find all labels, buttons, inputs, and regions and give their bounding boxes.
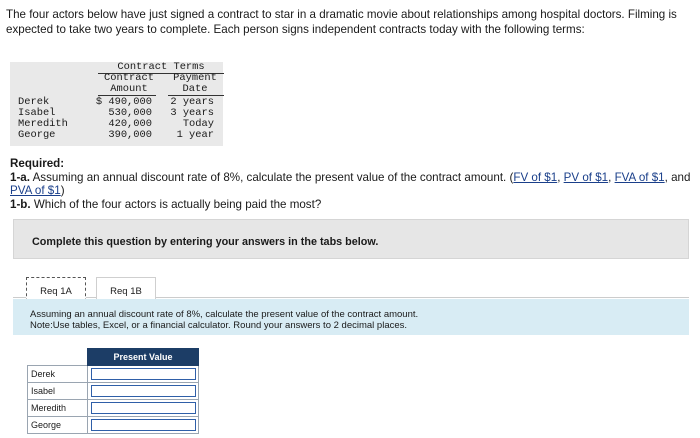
contract-terms-title: Contract Terms xyxy=(117,61,205,73)
table-row xyxy=(28,366,199,383)
present-value-table xyxy=(27,348,199,434)
actor-names: Derek Isabel Meredith George xyxy=(18,96,68,141)
corner-cell xyxy=(28,349,88,366)
col-header-amount: Contract Amount xyxy=(104,72,154,95)
instruction-box xyxy=(13,219,689,259)
link-fva[interactable]: FVA of $1 xyxy=(614,170,665,184)
table-row xyxy=(28,383,199,400)
q1a-label: 1-a. xyxy=(10,170,30,184)
question-box xyxy=(13,299,689,335)
link-pva[interactable]: PVA of $1 xyxy=(10,184,61,197)
q1b-text: Which of the four actors is actually being paid the most? xyxy=(30,197,322,211)
contract-amounts: $ 490,000 530,000 420,000 390,000 xyxy=(95,96,152,141)
tab-req-1a[interactable]: Req 1A xyxy=(26,277,86,307)
col-header-date: Payment Date xyxy=(173,72,217,95)
tab-req-1b[interactable]: Req 1B xyxy=(96,277,156,307)
row-label-george: George xyxy=(28,417,88,434)
row-label-meredith: Meredith xyxy=(28,400,88,417)
row-label-isabel: Isabel xyxy=(28,383,88,400)
link-pv[interactable]: PV of $1 xyxy=(563,170,609,184)
instruction-text: Complete this question by entering your answers in the tabs below. xyxy=(32,236,379,248)
pv-input-meredith[interactable] xyxy=(91,402,196,414)
payment-dates: 2 years 3 years Today 1 year xyxy=(170,96,214,141)
required-heading: Required: xyxy=(10,157,65,170)
link-fv[interactable]: FV of $1 xyxy=(513,170,558,184)
row-label-derek: Derek xyxy=(28,366,88,383)
pv-input-isabel[interactable] xyxy=(91,385,196,397)
q1a-text: Assuming an annual discount rate of 8%, calculate the present value of the contract amount. xyxy=(29,170,510,184)
present-value-header: Present Value xyxy=(88,349,199,366)
pv-input-george[interactable] xyxy=(91,419,196,431)
table-row xyxy=(28,417,199,434)
question-line-1: Assuming an annual discount rate of 8%, calculate the present value of the contract amount. xyxy=(30,309,419,320)
problem-intro: The four actors below have just signed a contract to star in a dramatic movie about relationships among hospital doctors. Filming is expected to take two years to complete. Each person signs independent contracts today with the following terms: xyxy=(6,8,677,36)
contract-terms-table xyxy=(10,62,223,146)
required-section: Required: 1-a. Assuming an annual discount rate of 8%, calculate the present value of the contract amount. (FV of $1, PV of $1, FVA of $1, and PVA of $1) 1-b. Which of the four actors is actually being paid the most? xyxy=(10,157,691,211)
pv-input-derek[interactable] xyxy=(91,368,196,380)
question-note: Note:Use tables, Excel, or a financial calculator. Round your answers to 2 decimal places. xyxy=(30,320,408,331)
table-row xyxy=(28,400,199,417)
q1b-label: 1-b. xyxy=(10,197,31,211)
